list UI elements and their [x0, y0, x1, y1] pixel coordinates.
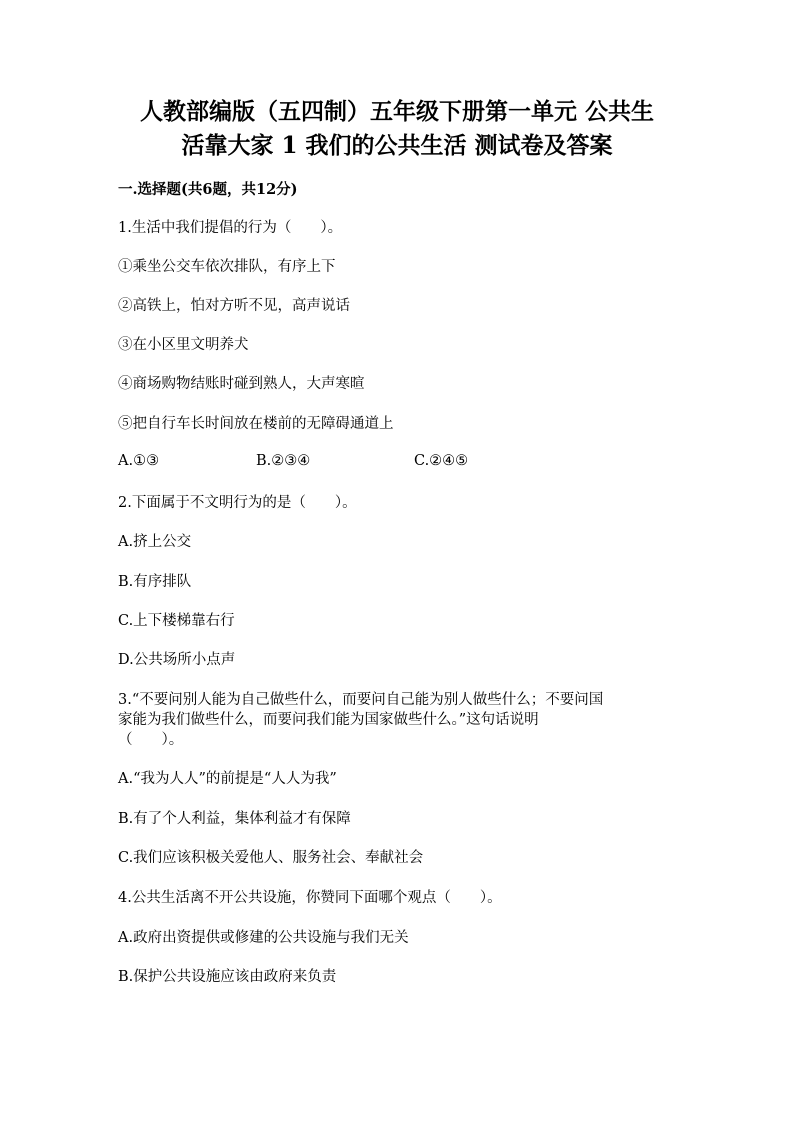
question-1-item: ①乘坐公交车依次排队，有序上下: [118, 259, 336, 275]
question-3-option-c: C.我们应该积极关爱他人、服务社会、奉献社会: [118, 850, 424, 866]
question-1-item: ③在小区里文明养犬: [118, 337, 249, 353]
question-1-stem: 1.生活中我们提倡的行为（ ）。: [118, 220, 343, 236]
question-3-stem-line: （ ）。: [118, 732, 184, 748]
question-1-item: ④商场购物结账时碰到熟人，大声寒暄: [118, 376, 365, 392]
question-2-option-c: C.上下楼梯靠右行: [118, 613, 235, 629]
question-1-options: [118, 453, 678, 473]
question-1-option-a: A.①③: [118, 453, 160, 469]
question-1-option-c: C.②④⑤: [414, 453, 469, 469]
document-title: [100, 95, 694, 163]
question-2-option-b: B.有序排队: [118, 574, 192, 590]
question-4-option-a: A.政府出资提供或修建的公共设施与我们无关: [118, 930, 409, 946]
question-3-stem-line: 3.“不要问别人能为自己做些什么，而要问自己能为别人做些什么；不要问国: [118, 692, 604, 708]
question-4-option-b: B.保护公共设施应该由政府来负责: [118, 969, 337, 985]
question-3-option-a: A.“我为人人”的前提是“人人为我”: [118, 771, 337, 787]
question-3-stem: [118, 690, 678, 750]
question-2-option-a: A.挤上公交: [118, 534, 192, 550]
question-1-item: ②高铁上，怕对方听不见，高声说话: [118, 298, 350, 314]
question-3-option-b: B.有了个人利益，集体利益才有保障: [118, 811, 351, 827]
title-line-2: 活靠大家 1 我们的公共生活 测试卷及答案: [181, 132, 613, 159]
question-2-option-d: D.公共场所小点声: [118, 652, 236, 668]
question-1-option-b: B.②③④: [256, 453, 311, 469]
question-4-stem: 4.公共生活离不开公共设施，你赞同下面哪个观点（ ）。: [118, 890, 502, 906]
question-2-stem: 2.下面属于不文明行为的是（ ）。: [118, 495, 357, 511]
question-1-item: ⑤把自行车长时间放在楼前的无障碍通道上: [118, 416, 394, 432]
question-3-stem-line: 家能为我们做些什么，而要问我们能为国家做些什么。”这句话说明: [118, 712, 539, 728]
title-line-1: 人教部编版（五四制）五年级下册第一单元 公共生: [139, 98, 654, 125]
section-heading: 一.选择题(共6题，共12分): [118, 181, 298, 198]
